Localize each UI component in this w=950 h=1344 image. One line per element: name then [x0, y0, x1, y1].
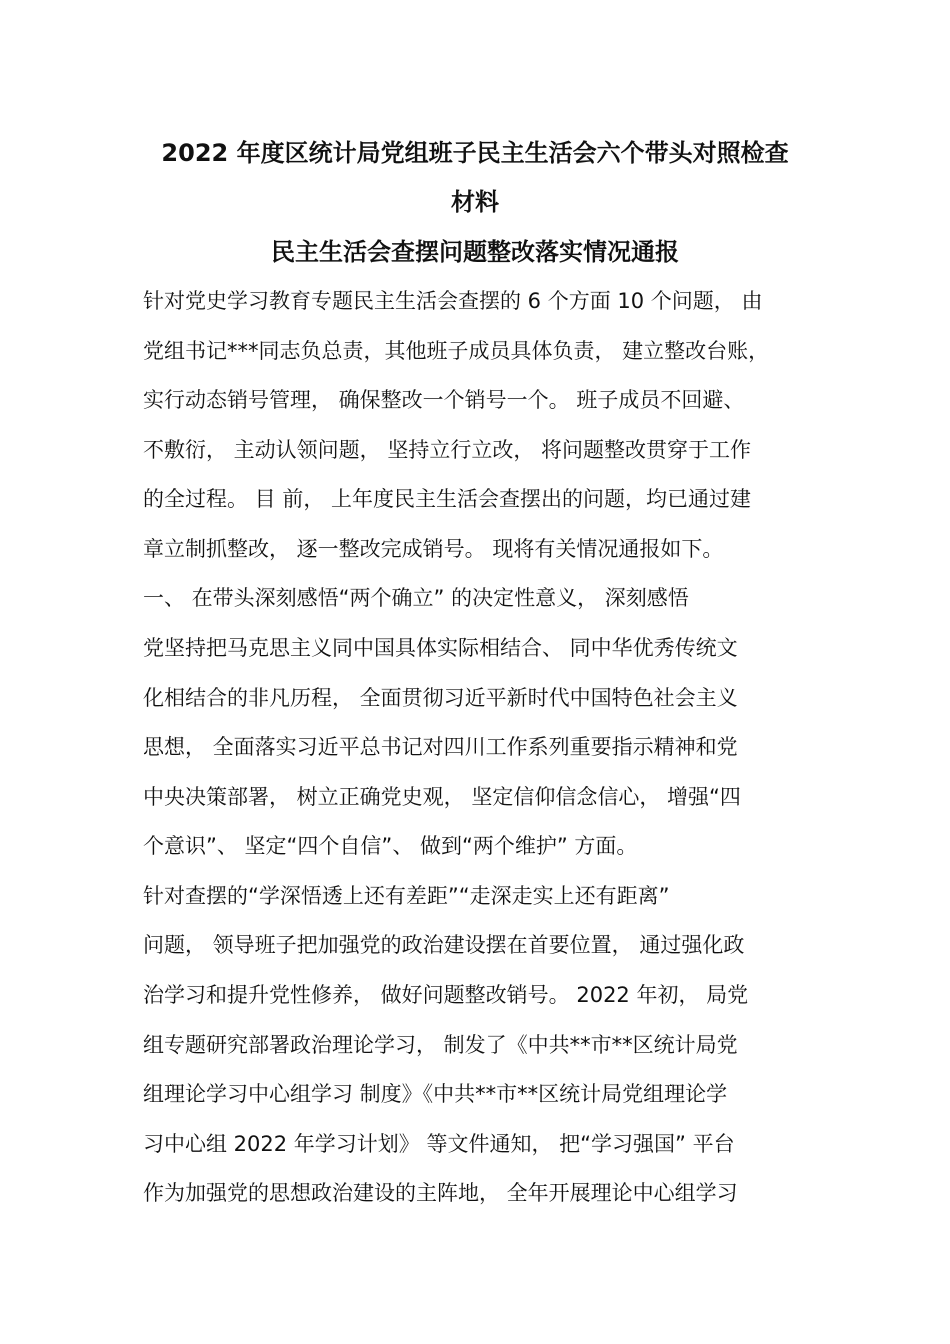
document-title-line-2: 材料 — [451, 188, 499, 216]
document-subtitle: 民主生活会查摆问题整改落实情况通报 — [271, 238, 679, 266]
body-line: 组理论学习中心组学习 制度》《中共**市**区统计局党组理论学 — [143, 1082, 728, 1106]
body-line: 治学习和提升党性修养， 做好问题整改销号。 2022 年初， 局党 — [143, 983, 749, 1007]
body-line: 一、 在带头深刻感悟“两个确立” 的决定性意义， 深刻感悟 — [143, 586, 689, 610]
body-line: 组专题研究部署政治理论学习， 制发了《中共**市**区统计局党 — [143, 1033, 738, 1057]
body-line: 针对党史学习教育专题民主生活会查摆的 6 个方面 10 个问题， 由 — [143, 289, 763, 313]
body-line: 习中心组 2022 年学习计划》 等文件通知， 把“学习强国” 平台 — [143, 1132, 735, 1156]
body-line: 针对查摆的“学深悟透上还有差距”“走深走实上还有距离” — [143, 884, 670, 908]
body-line: 思想， 全面落实习近平总书记对四川工作系列重要指示精神和党 — [143, 735, 738, 759]
body-line: 作为加强党的思想政治建设的主阵地， 全年开展理论中心组学习 — [143, 1181, 738, 1205]
body-line: 章立制抓整改， 逐一整改完成销号。 现将有关情况通报如下。 — [143, 537, 724, 561]
body-line: 化相结合的非凡历程， 全面贯彻习近平新时代中国特色社会主义 — [143, 686, 738, 710]
body-line: 实行动态销号管理， 确保整改一个销号一个。 班子成员不回避、 — [143, 388, 745, 412]
body-line: 个意识”、 坚定“四个自信”、 做到“两个维护” 方面。 — [143, 834, 638, 858]
body-line: 问题， 领导班子把加强党的政治建设摆在首要位置， 通过强化政 — [143, 933, 745, 957]
body-line: 党坚持把马克思主义同中国具体实际相结合、 同中华优秀传统文 — [143, 636, 738, 660]
body-line: 中央决策部署， 树立正确党史观， 坚定信仰信念信心， 增强“四 — [143, 785, 741, 809]
body-line: 的全过程。 目 前， 上年度民主生活会查摆出的问题，均已通过建 — [143, 487, 752, 511]
document-title-line-1: 2022 年度区统计局党组班子民主生活会六个带头对照检查 — [161, 139, 789, 167]
body-line: 党组书记***同志负总责，其他班子成员具体负责， 建立整改台账， — [143, 339, 770, 363]
body-line: 不敷衍， 主动认领问题， 坚持立行立改， 将问题整改贯穿于工作 — [143, 438, 752, 462]
